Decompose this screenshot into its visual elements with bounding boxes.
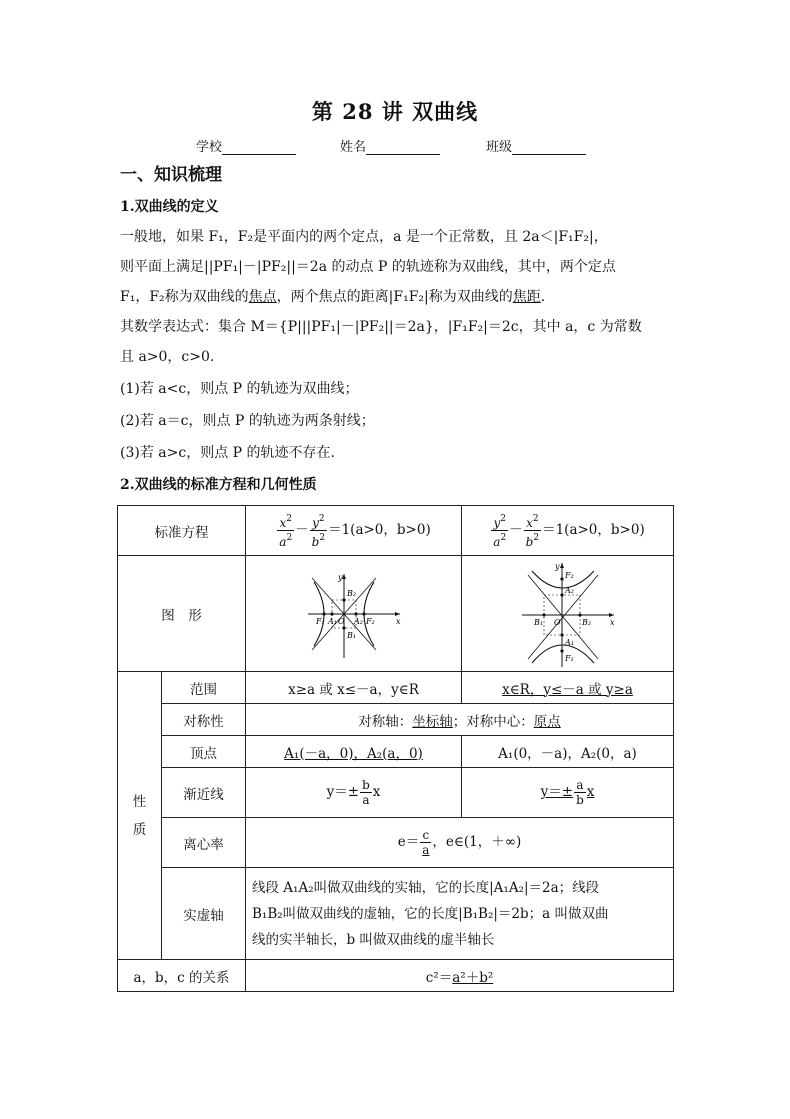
row-standard-equation [118,506,674,556]
term-focal-length: 焦距 [512,289,541,305]
case-2: (2)若 a＝c，则点 P 的轨迹为两条射线； [120,413,375,429]
fig2-f1-label: F₁ [564,653,574,663]
term-foci: 焦点 [248,289,277,305]
fig1-b2-label: B₂ [346,588,356,598]
fig2-b2-label: B₂ [581,617,591,627]
fig1-y-label: y [337,572,343,582]
asymptote-horizontal: y＝± $\frac{b}{a}$ x [246,768,462,818]
fig1-a2-label: A₂ [353,616,363,626]
label-standard-equation: 标准方程 [118,506,246,556]
figure-horizontal-cell [246,556,462,672]
fig1-b1-label: B₁ [346,630,356,640]
row-range [118,672,674,704]
range-vertical: x∈R，y≤－a 或 y≥a [462,672,674,704]
subsection-definition: 1.双曲线的定义 [120,199,219,215]
label-range: 范围 [162,672,246,704]
class-field[interactable] [486,136,586,155]
name-label: 姓名 [340,140,367,155]
def-line-3: F₁，F₂称为双曲线的焦点，两个焦点的距离|F₁F₂|称为双曲线的焦距. [120,289,546,305]
symmetry-axis: 坐标轴 [412,713,453,730]
row-relation [118,960,674,992]
hyperbola-vertical-figure [518,559,618,669]
relation-value: c²＝a²＋b² [246,960,674,992]
fig2-y-label: y [554,561,560,571]
def-line-1: 一般地，如果 F₁，F₂是平面内的两个定点，a 是一个正常数，且 2a＜|F₁F₂|， [120,229,608,245]
fig1-a1-label: A₁ [327,616,337,626]
vertex-horizontal: A₁(－a，0)，A₂(a，0) [246,736,462,768]
fig2-b1-label: B₁ [533,617,543,627]
def-line-2: 则平面上满足||PF₁|－|PF₂||＝2a 的动点 P 的轨迹称为双曲线，其中，两个定点 [120,259,616,275]
asymptote-vertical: y＝± $\frac{a}{b}$ x [462,768,674,818]
school-field[interactable] [196,136,296,155]
figure-vertical-cell [462,556,674,672]
fig2-f2-label: F₂ [564,570,574,580]
row-figure [118,556,674,672]
label-asymptote: 渐近线 [162,768,246,818]
label-relation: a，b，c 的关系 [118,960,246,992]
label-figure: 图 形 [118,556,246,672]
row-asymptote [118,768,674,818]
equation-horizontal: $\frac{x^2}{a^2}$ － $\frac{y^2}{b^2}$ ＝1(a>0，b>0) [246,506,462,556]
fig1-o-label: O [337,616,345,626]
class-label: 班级 [486,140,513,155]
fig1-f2-label: F₂ [365,616,375,626]
school-label: 学校 [196,140,223,155]
page-title: 第 28 讲 双曲线 [311,99,479,124]
fig1-f1-label: F₁ [315,616,325,626]
fig2-a1-label: A₁ [564,637,574,647]
subsection-properties: 2.双曲线的标准方程和几何性质 [120,477,317,493]
eccentricity-value: e＝ $\frac{c}{a}$ ，e∈(1，＋∞) [246,818,674,868]
fig2-x-label: x [609,617,615,627]
row-axes [118,868,674,960]
properties-table [117,505,674,992]
row-symmetry [118,704,674,736]
range-horizontal: x≥a 或 x≤－a，y∈R [246,672,462,704]
case-3: (3)若 a>c，则点 P 的轨迹不存在. [120,445,335,461]
axes-description: 线段 A₁A₂叫做双曲线的实轴，它的长度|A₁A₂|＝2a；线段 B₁B₂叫做双曲线的虚轴，它的长度|B₁B₂|＝2b；a 叫做双曲 线的实半轴长，b 叫做双曲线的虚半轴长 [246,868,674,960]
def-line-5: 且 a>0，c>0. [120,349,215,365]
hyperbola-horizontal-figure [304,568,404,660]
fig1-x-label: x [395,616,401,626]
vertex-vertical: A₁(0，－a)，A₂(0，a) [462,736,674,768]
symmetry-center: 原点 [533,713,561,730]
symmetry-value: 对称轴：坐标轴；对称中心：原点 [246,704,674,736]
label-properties: 性质 [118,672,162,960]
section-heading: 一、知识梳理 [120,165,222,185]
label-symmetry: 对称性 [162,704,246,736]
case-1: (1)若 a<c，则点 P 的轨迹为双曲线； [120,381,359,397]
fig2-o-label: O [553,617,561,627]
def-line-4: 其数学表达式：集合 M＝{P|||PF₁|－|PF₂||＝2a}，|F₁F₂|＝2c，其中 a，c 为常数 [120,319,642,335]
row-eccentricity [118,818,674,868]
label-vertex: 顶点 [162,736,246,768]
fig2-a2-label: A₂ [564,585,574,595]
label-axes: 实虚轴 [162,868,246,960]
equation-vertical: $\frac{y^2}{a^2}$ － $\frac{x^2}{b^2}$ ＝1(a>0，b>0) [462,506,674,556]
row-vertex [118,736,674,768]
label-eccentricity: 离心率 [162,818,246,868]
name-field[interactable] [340,136,440,155]
